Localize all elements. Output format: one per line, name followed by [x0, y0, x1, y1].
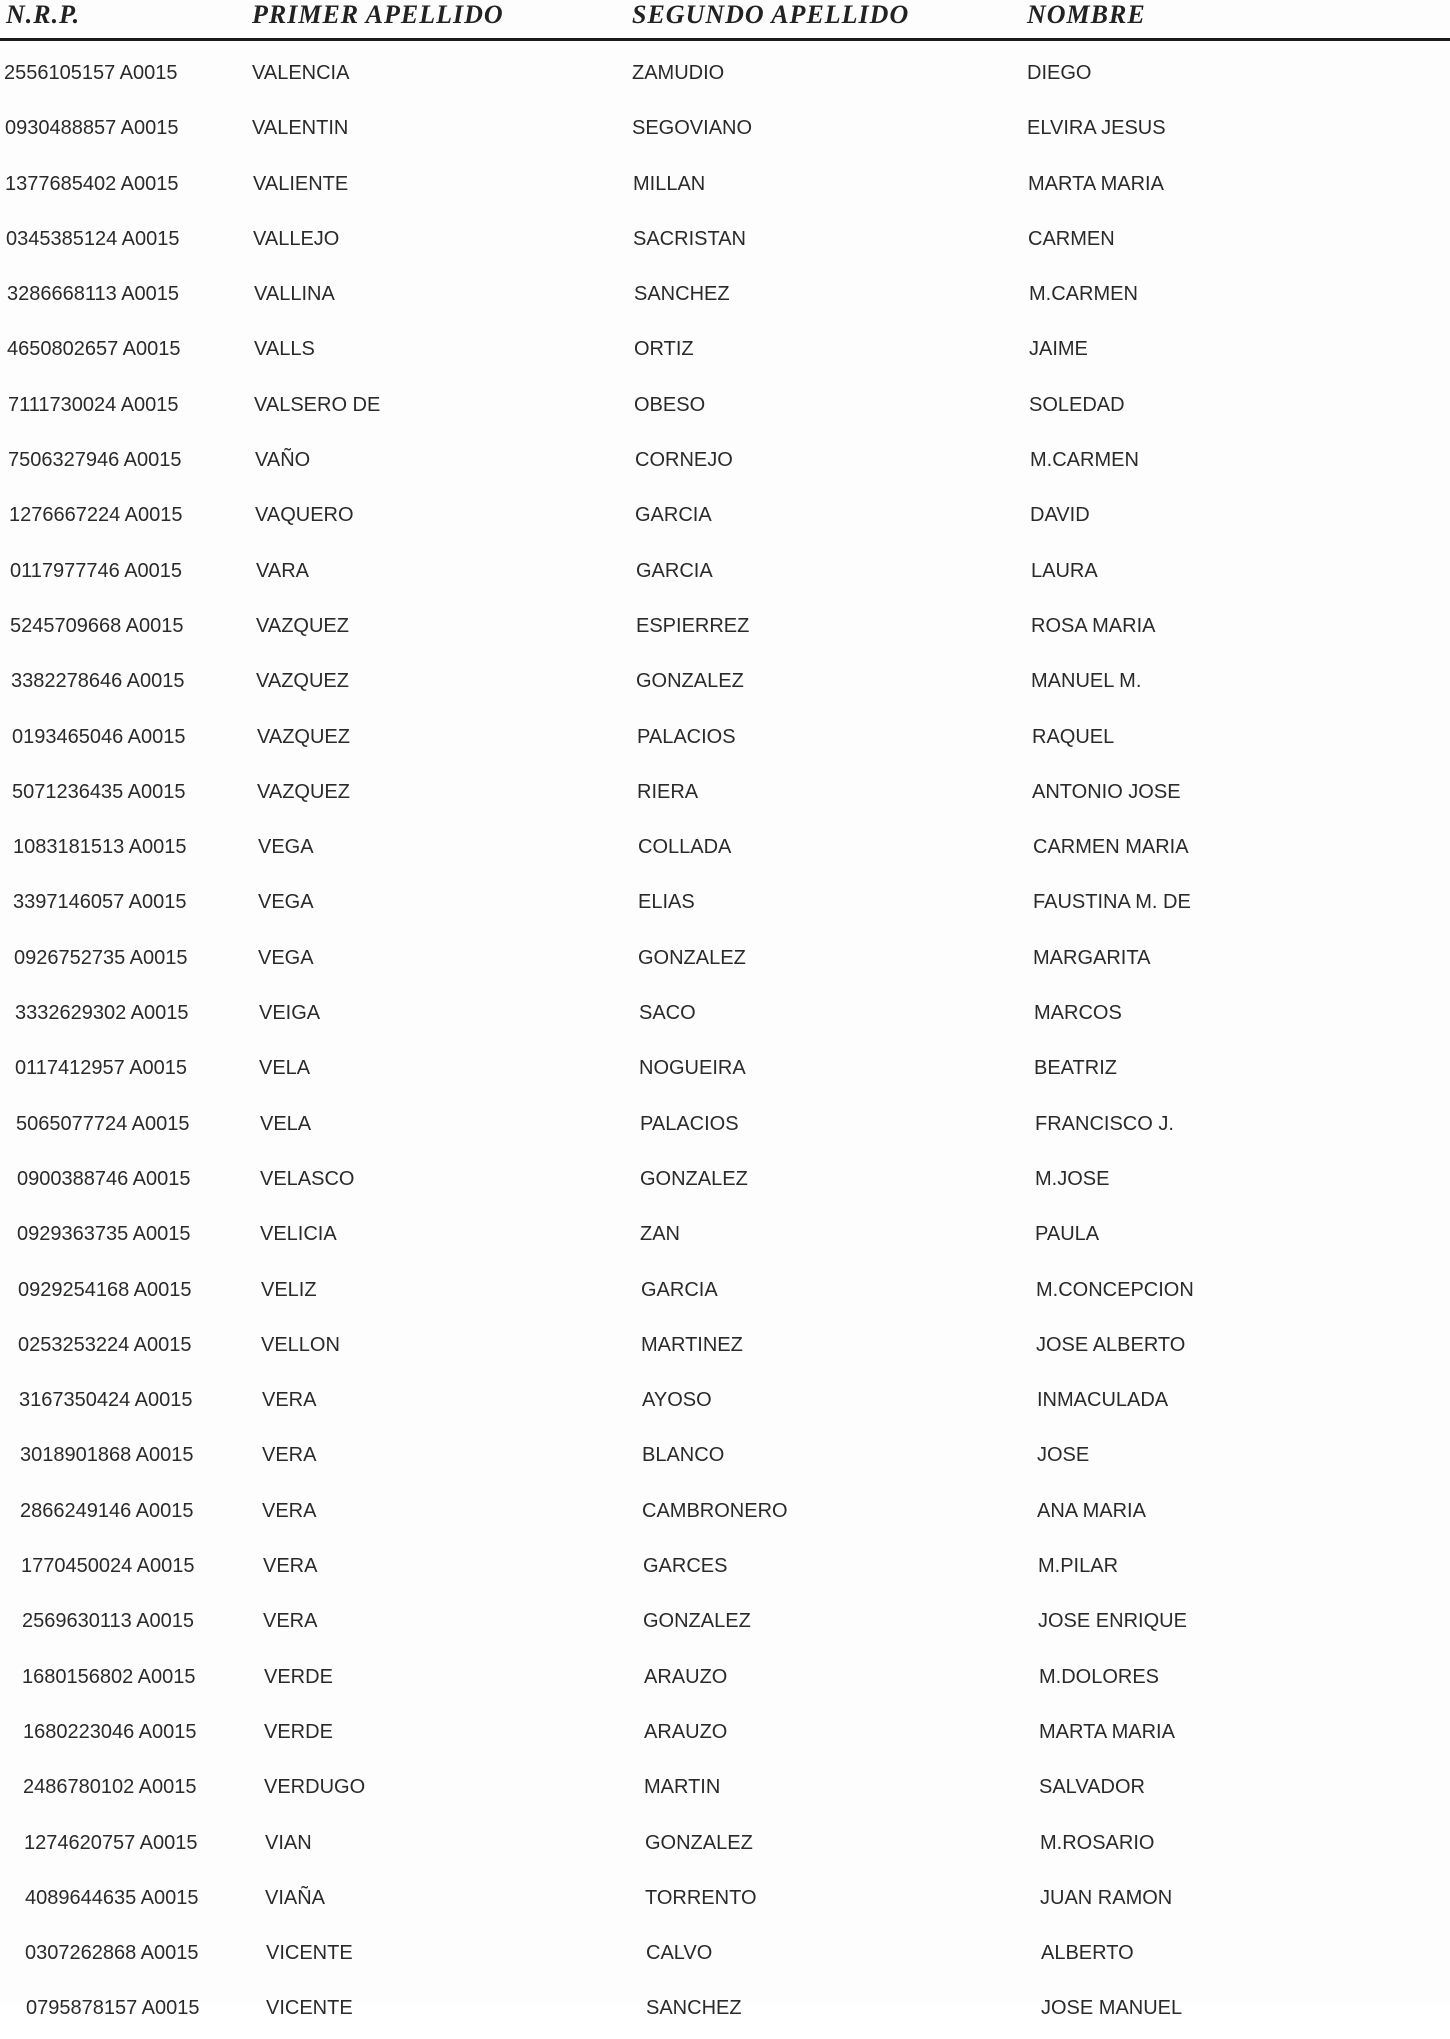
header-segundo-apellido: SEGUNDO APELLIDO [632, 0, 910, 29]
cell-nombre: M.CONCEPCION [1036, 1278, 1194, 1301]
table-row [0, 712, 1450, 767]
cell-nrp: 3018901868 A0015 [20, 1444, 194, 1467]
cell-primer: VAQUERO [255, 504, 354, 527]
cell-segundo: OBESO [634, 393, 706, 416]
cell-primer: VERDUGO [264, 1776, 366, 1799]
table-row [0, 103, 1450, 158]
cell-segundo: GARCES [643, 1555, 728, 1578]
cell-nombre: ELVIRA JESUS [1027, 117, 1166, 140]
cell-segundo: TORRENTO [645, 1886, 757, 1909]
cell-primer: VALENCIA [252, 62, 350, 84]
table-row [0, 767, 1450, 822]
cell-primer: VERA [263, 1555, 318, 1578]
cell-segundo: ARAUZO [644, 1665, 728, 1688]
cell-nrp: 0926752735 A0015 [14, 946, 188, 969]
cell-nombre: MARTA MARIA [1028, 172, 1164, 195]
cell-nombre: JOSE MANUEL [1041, 1997, 1183, 2020]
cell-nrp: 0307262868 A0015 [25, 1942, 199, 1965]
cell-segundo: GONZALEZ [638, 946, 746, 969]
cell-segundo: RIERA [637, 780, 699, 803]
cell-segundo: GONZALEZ [645, 1831, 753, 1854]
cell-nombre: CARMEN MARIA [1033, 836, 1189, 859]
table-row [0, 1873, 1450, 1928]
cell-nombre: MARGARITA [1033, 946, 1151, 969]
cell-primer: VERA [262, 1444, 317, 1467]
cell-nrp: 2556105157 A0015 [4, 62, 178, 84]
cell-primer: VALENTIN [252, 117, 349, 140]
table-row [0, 988, 1450, 1043]
cell-nombre: JUAN RAMON [1040, 1886, 1173, 1909]
cell-nrp: 0930488857 A0015 [5, 117, 179, 140]
cell-nombre: JOSE ALBERTO [1036, 1333, 1186, 1356]
cell-segundo: SACRISTAN [633, 227, 746, 250]
table-row [0, 380, 1450, 435]
cell-nombre: MARTA MARIA [1039, 1720, 1175, 1743]
cell-nrp: 2569630113 A0015 [22, 1610, 195, 1633]
table-row [0, 324, 1450, 379]
table-row [0, 1707, 1450, 1762]
cell-primer: VALLS [254, 338, 315, 361]
cell-nrp: 2486780102 A0015 [23, 1776, 197, 1799]
cell-primer: VELICIA [260, 1223, 337, 1246]
cell-nrp: 7506327946 A0015 [8, 449, 182, 472]
cell-primer: VAZQUEZ [257, 780, 350, 803]
cell-nombre: ANTONIO JOSE [1032, 780, 1181, 803]
cell-segundo: SEGOVIANO [632, 117, 753, 140]
cell-segundo: GARCIA [636, 559, 713, 582]
cell-nombre: ALBERTO [1041, 1942, 1134, 1965]
cell-segundo: SANCHEZ [646, 1997, 742, 2020]
cell-segundo: ZAMUDIO [632, 62, 725, 84]
cell-segundo: COLLADA [638, 836, 732, 859]
table-row [0, 1430, 1450, 1485]
table-row [0, 159, 1450, 214]
cell-nombre: SOLEDAD [1029, 393, 1125, 416]
cell-segundo: ORTIZ [634, 338, 694, 361]
cell-nombre: SALVADOR [1039, 1776, 1145, 1799]
cell-primer: VALLINA [254, 283, 335, 306]
cell-primer: VALLEJO [253, 227, 340, 250]
cell-nrp: 1276667224 A0015 [9, 504, 183, 527]
cell-segundo: PALACIOS [640, 1112, 739, 1135]
table-row [0, 1983, 1450, 2038]
cell-nombre: BEATRIZ [1034, 1057, 1117, 1080]
cell-nombre: MANUEL M. [1031, 670, 1142, 693]
cell-nrp: 0900388746 A0015 [17, 1167, 191, 1190]
cell-segundo: ESPIERREZ [636, 614, 750, 637]
table-row [0, 601, 1450, 656]
cell-primer: VELA [259, 1057, 311, 1080]
cell-nombre: M.PILAR [1038, 1555, 1119, 1578]
cell-segundo: ZAN [640, 1223, 680, 1246]
cell-nrp: 3382278646 A0015 [11, 670, 185, 693]
header-nrp: N.R.P. [6, 0, 81, 29]
cell-nrp: 0345385124 A0015 [6, 227, 180, 250]
cell-nombre: M.JOSE [1035, 1167, 1110, 1190]
cell-nombre: DAVID [1030, 504, 1090, 527]
cell-nombre: RAQUEL [1032, 725, 1115, 748]
cell-nrp: 7111730024 A0015 [8, 393, 179, 416]
table-row [0, 933, 1450, 988]
cell-nombre: JOSE [1037, 1444, 1090, 1467]
cell-nrp: 5071236435 A0015 [12, 780, 186, 803]
cell-segundo: GONZALEZ [636, 670, 744, 693]
table-row [0, 546, 1450, 601]
cell-nrp: 4650802657 A0015 [7, 338, 181, 361]
cell-primer: VELASCO [260, 1167, 355, 1190]
cell-nrp: 5245709668 A0015 [10, 614, 184, 637]
cell-segundo: MARTINEZ [641, 1333, 743, 1356]
table-row [0, 656, 1450, 711]
cell-primer: VEGA [258, 891, 314, 914]
cell-nombre: ANA MARIA [1037, 1499, 1146, 1522]
table-row [0, 877, 1450, 932]
cell-nrp: 1680156802 A0015 [22, 1665, 196, 1688]
cell-segundo: ELIAS [638, 891, 695, 914]
cell-segundo: GARCIA [641, 1278, 718, 1301]
cell-primer: VIAÑA [265, 1886, 326, 1909]
cell-primer: VERDE [264, 1665, 333, 1688]
cell-primer: VELLON [261, 1333, 340, 1356]
cell-nrp: 1680223046 A0015 [23, 1720, 197, 1743]
table-row [0, 1818, 1450, 1873]
cell-segundo: GARCIA [635, 504, 712, 527]
cell-nrp: 1377685402 A0015 [5, 172, 179, 195]
cell-nrp: 0253253224 A0015 [18, 1333, 192, 1356]
table-row [0, 1320, 1450, 1375]
cell-nombre: FRANCISCO J. [1035, 1112, 1174, 1135]
cell-nrp: 0117412957 A0015 [15, 1057, 188, 1080]
cell-primer: VERA [262, 1389, 317, 1412]
cell-nrp: 2866249146 A0015 [20, 1499, 194, 1522]
cell-segundo: GONZALEZ [640, 1167, 748, 1190]
cell-segundo: AYOSO [642, 1389, 712, 1412]
header-rule [0, 38, 1450, 41]
cell-primer: VEGA [258, 946, 314, 969]
cell-nrp: 3286668113 A0015 [7, 283, 180, 306]
table-row [0, 1596, 1450, 1651]
cell-nrp: 3167350424 A0015 [19, 1389, 193, 1412]
table-row [0, 490, 1450, 545]
cell-primer: VERDE [264, 1720, 333, 1743]
cell-nombre: JOSE ENRIQUE [1038, 1610, 1187, 1633]
cell-nombre: FAUSTINA M. DE [1033, 891, 1191, 914]
table-row [0, 269, 1450, 324]
cell-nrp: 1770450024 A0015 [21, 1555, 195, 1578]
table-row [0, 1652, 1450, 1707]
cell-segundo: ARAUZO [644, 1720, 728, 1743]
cell-segundo: BLANCO [642, 1444, 725, 1467]
cell-segundo: CORNEJO [635, 449, 733, 472]
cell-nombre: INMACULADA [1037, 1389, 1169, 1412]
table-row [0, 1486, 1450, 1541]
table-row [0, 1043, 1450, 1098]
cell-primer: VEIGA [259, 1002, 321, 1025]
cell-nombre: MARCOS [1034, 1002, 1122, 1025]
cell-segundo: CAMBRONERO [642, 1499, 788, 1522]
table-row [0, 1762, 1450, 1817]
cell-primer: VAÑO [255, 449, 311, 472]
cell-nombre: JAIME [1029, 338, 1088, 361]
cell-primer: VALIENTE [253, 172, 349, 195]
cell-nrp: 0795878157 A0015 [26, 1997, 200, 2020]
cell-primer: VARA [256, 559, 309, 582]
cell-nrp: 0193465046 A0015 [12, 725, 186, 748]
cell-nombre: LAURA [1031, 559, 1098, 582]
table-row [0, 214, 1450, 269]
records-table [0, 48, 1450, 2039]
table-row [0, 435, 1450, 490]
cell-primer: VIAN [265, 1831, 312, 1854]
cell-nombre: CARMEN [1028, 227, 1115, 250]
cell-segundo: NOGUEIRA [639, 1057, 746, 1080]
cell-nrp: 0929254168 A0015 [18, 1278, 192, 1301]
cell-nombre: M.DOLORES [1039, 1665, 1160, 1688]
table-row [0, 1209, 1450, 1264]
cell-nrp: 5065077724 A0015 [16, 1112, 190, 1135]
table-row [0, 1375, 1450, 1430]
table-row [0, 822, 1450, 877]
header-primer-apellido: PRIMER APELLIDO [252, 0, 504, 29]
cell-segundo: MILLAN [633, 172, 706, 195]
cell-nombre: M.CARMEN [1030, 449, 1139, 472]
table-row [0, 1154, 1450, 1209]
cell-primer: VEGA [258, 836, 314, 859]
cell-nombre: DIEGO [1027, 62, 1092, 84]
cell-primer: VAZQUEZ [256, 614, 349, 637]
table-row [0, 48, 1450, 103]
cell-nrp: 0117977746 A0015 [10, 559, 183, 582]
cell-nrp: 3397146057 A0015 [13, 891, 187, 914]
table-row [0, 1541, 1450, 1596]
cell-nombre: M.CARMEN [1029, 283, 1138, 306]
cell-segundo: SANCHEZ [634, 283, 730, 306]
cell-primer: VALSERO DE [254, 393, 381, 416]
cell-primer: VELIZ [261, 1278, 317, 1301]
cell-primer: VERA [262, 1499, 317, 1522]
cell-nombre: ROSA MARIA [1031, 614, 1156, 637]
cell-segundo: MARTIN [644, 1776, 721, 1799]
cell-primer: VAZQUEZ [257, 725, 350, 748]
cell-nombre: PAULA [1035, 1223, 1100, 1246]
cell-nrp: 4089644635 A0015 [25, 1886, 199, 1909]
cell-primer: VAZQUEZ [256, 670, 349, 693]
cell-primer: VICENTE [266, 1942, 353, 1965]
table-row [0, 1099, 1450, 1154]
cell-primer: VICENTE [266, 1997, 353, 2020]
cell-nrp: 3332629302 A0015 [15, 1002, 189, 1025]
table-row [0, 1265, 1450, 1320]
cell-segundo: PALACIOS [637, 725, 736, 748]
cell-nrp: 1274620757 A0015 [24, 1831, 198, 1854]
cell-nrp: 1083181513 A0015 [13, 836, 187, 859]
cell-primer: VELA [260, 1112, 312, 1135]
cell-segundo: GONZALEZ [643, 1610, 751, 1633]
cell-segundo: SACO [639, 1002, 696, 1025]
cell-segundo: CALVO [646, 1942, 713, 1965]
header-nombre: NOMBRE [1027, 0, 1146, 29]
cell-nombre: M.ROSARIO [1040, 1831, 1155, 1854]
table-row [0, 1928, 1450, 1983]
cell-primer: VERA [263, 1610, 318, 1633]
cell-nrp: 0929363735 A0015 [17, 1223, 191, 1246]
